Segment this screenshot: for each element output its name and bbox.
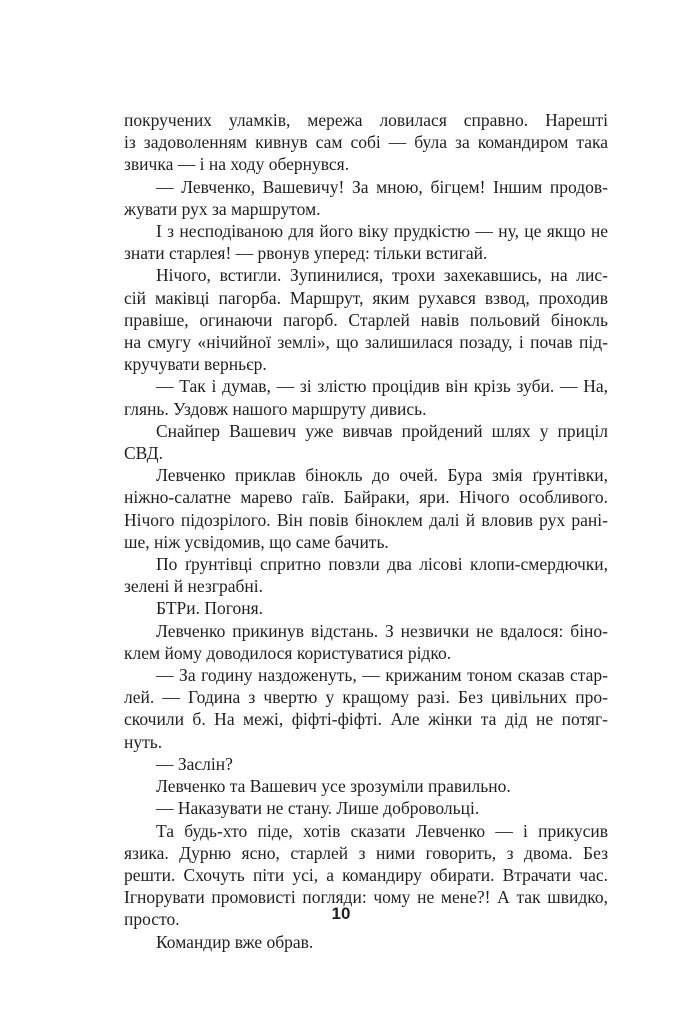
text-line: — Заслін? <box>156 753 233 774</box>
page-number: 10 <box>331 904 351 923</box>
text-line: лей. — Година з чвертю у кращому разі. Без цивільних про- <box>124 687 608 708</box>
text-line: Левченко прикинув відстань. З незвички не вдалося: біно- <box>156 620 608 641</box>
text-line: язика. Дурню ясно, старлей з ними говорить, з двома. Без <box>124 842 608 863</box>
text-line: Командир вже обрав. <box>156 931 314 952</box>
text-line: кручувати верньєр. <box>124 354 267 375</box>
text-line: знати старлея! — рвонув уперед: тільки встигай. <box>124 243 488 264</box>
text-line: І з несподіваною для його віку прудкістю — ну, це якщо не <box>156 221 608 242</box>
text-line: із задоволенням кивнув сам собі — була за командиром така <box>124 132 608 153</box>
text-lines <box>124 109 608 953</box>
text-line: нуть. <box>124 731 163 752</box>
text-line: глянь. Уздовж нашого маршруту дивись. <box>124 398 427 419</box>
text-line: — Наказувати не стану. Лише добровольці. <box>156 798 480 819</box>
text-line: решти. Схочуть піти усі, а командиру обирати. Втрачати час. <box>124 864 608 885</box>
text-line: клем йому доводилося користуватися рідко. <box>124 642 452 663</box>
text-line: ніжно-салатне марево гаїв. Байраки, яри. Нічого особливого. <box>124 487 608 508</box>
text-line: правіше, огинаючи пагорб. Старлей навів польовий бінокль <box>124 309 608 330</box>
text-line: звичка — і на ходу обернувся. <box>124 154 350 175</box>
text-line: Левченко приклав бінокль до очей. Бура змія ґрунтівки, <box>156 465 608 486</box>
text-line: БТРи. Погоня. <box>156 598 264 619</box>
text-line: сій маківці пагорба. Маршрут, яким рухався взвод, проходив <box>124 287 608 308</box>
text-line: По ґрунтівці спритно повзли два лісові клопи-смердючки, <box>156 554 608 575</box>
text-line: — Левченко, Вашевичу! За мною, бігцем! Іншим продов- <box>156 176 608 197</box>
text-line: СВД. <box>124 443 163 464</box>
text-line: Нічого, встигли. Зупинилися, трохи захекавшись, на лис- <box>156 265 608 286</box>
text-line: Ігнорувати промовисті погляди: чому не мене?! А так швидко, <box>124 887 608 908</box>
text-line: покручених уламків, мережа ловилася справно. Нарешті <box>124 110 608 130</box>
text-line: Левченко та Вашевич усе зрозуміли правильно. <box>156 776 511 797</box>
text-line: — Так і думав, — зі злістю процідив він крізь зуби. — На, <box>156 376 608 397</box>
text-line: Снайпер Вашевич уже вивчав пройдений шлях у приціл <box>156 420 608 441</box>
text-line: — За годину наздоженуть, — крижаним тоном сказав стар- <box>156 665 608 686</box>
text-line: скочили б. На межі, фіфті-фіфті. Але жінки та дід не потяг- <box>124 709 608 730</box>
text-line: просто. <box>124 909 180 930</box>
text-line: зелені й незграбні. <box>124 576 263 597</box>
page-body-text <box>124 109 608 953</box>
text-line: на смугу «нічийної землі», що залишилася позаду, і почав під- <box>124 332 608 353</box>
text-line: ше, ніж усвідомив, що саме бачить. <box>124 531 389 552</box>
text-line: жувати рух за маршрутом. <box>124 198 321 219</box>
text-line: Нічого підозрілого. Він повів біноклем далі й вловив рух рані- <box>124 509 608 530</box>
text-line: Та будь-хто піде, хотів сказати Левченко — і прикусив <box>156 820 608 841</box>
